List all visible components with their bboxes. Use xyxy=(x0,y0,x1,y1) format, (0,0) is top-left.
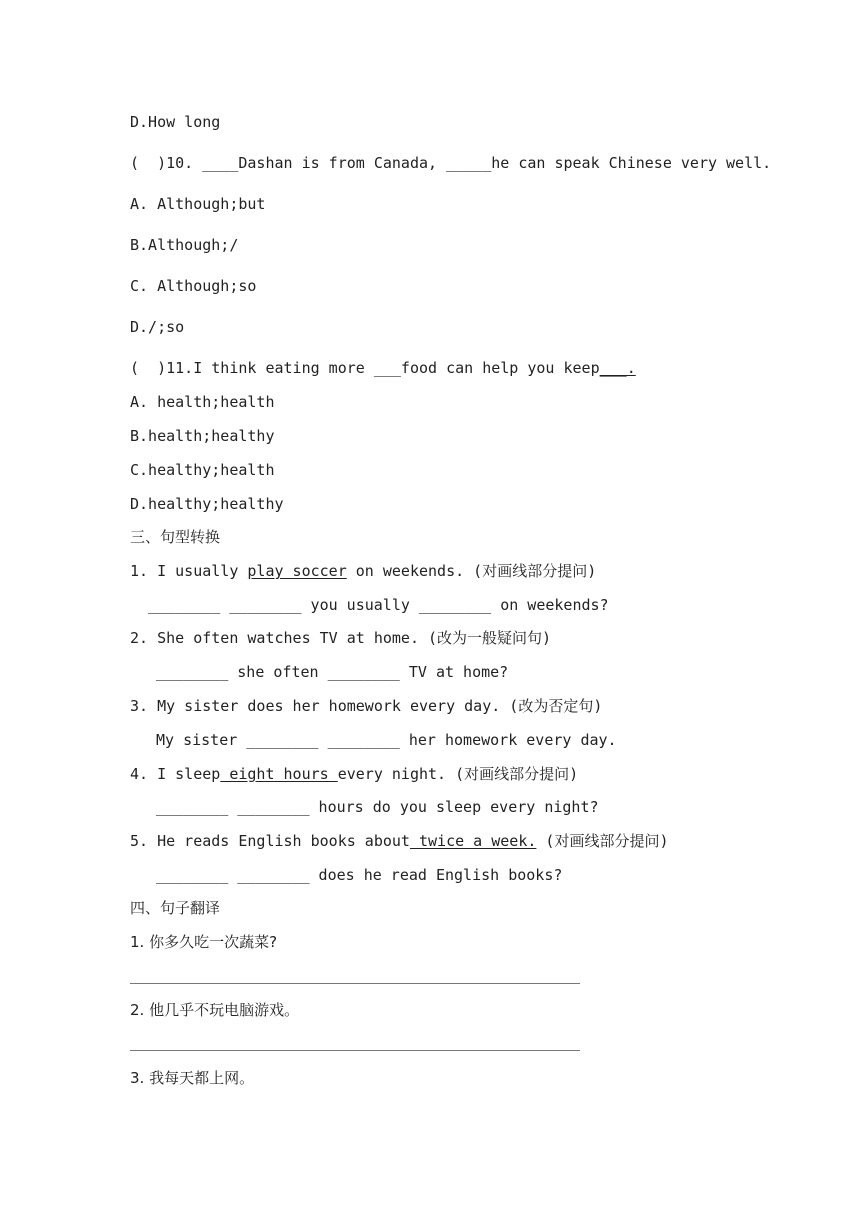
s3-item-4-post: every night. (对画线部分提问) xyxy=(337,765,579,783)
s3-item-5-answer: ________ ________ does he read English books? xyxy=(156,866,563,884)
s3-item-2: 2. She often watches TV at home. (改为一般疑问句) xyxy=(130,629,552,647)
q10-stem: ( )10. ____Dashan is from Canada, _____he can speak Chinese very well. xyxy=(130,154,772,172)
s3-item-5-underlined: twice a week. xyxy=(409,832,537,850)
q11-stem xyxy=(130,358,636,378)
q9-option-d: D.How long xyxy=(130,113,221,131)
q11-option-b: B.health;healthy xyxy=(130,427,275,445)
q11-stem-text: ( )11.I think eating more ___food can help you keep xyxy=(130,359,600,377)
s4-item-1-answer-line xyxy=(130,983,580,984)
s3-item-5-post: (对画线部分提问) xyxy=(536,832,669,850)
q11-option-d: D.healthy;healthy xyxy=(130,495,284,513)
s3-item-1-post: on weekends. (对画线部分提问) xyxy=(346,562,597,580)
s3-item-4-pre: 4. I sleep xyxy=(130,765,221,783)
s3-item-3-answer: My sister ________ ________ her homework every day. xyxy=(156,731,617,749)
s3-item-3: 3. My sister does her homework every day. (改为否定句) xyxy=(130,697,603,715)
section4-title: 四、句子翻译 xyxy=(130,899,221,917)
s4-item-2-answer-line xyxy=(130,1050,580,1051)
q11-stem-blank: ___. xyxy=(599,359,636,377)
s3-item-2-answer: ________ she often ________ TV at home? xyxy=(156,663,509,681)
s3-item-4-underlined: eight hours xyxy=(220,765,338,783)
q11-option-c: C.healthy;health xyxy=(130,461,275,479)
section3-title: 三、句型转换 xyxy=(130,528,221,546)
s4-item-3: 3. 我每天都上网。 xyxy=(130,1069,255,1087)
q10-option-b: B.Although;/ xyxy=(130,236,239,254)
q10-option-c: C. Although;so xyxy=(130,277,257,295)
s3-item-5 xyxy=(130,831,669,851)
q10-option-d: D./;so xyxy=(130,318,185,336)
q11-option-a: A. health;health xyxy=(130,393,275,411)
s3-item-4-answer: ________ ________ hours do you sleep every night? xyxy=(156,798,599,816)
s4-item-2: 2. 他几乎不玩电脑游戏。 xyxy=(130,1001,300,1019)
s4-item-1: 1. 你多久吃一次蔬菜? xyxy=(130,933,278,951)
q10-option-a: A. Although;but xyxy=(130,195,266,213)
s3-item-1 xyxy=(130,561,596,581)
s3-item-5-pre: 5. He reads English books about xyxy=(130,832,410,850)
s3-item-1-underlined: play soccer xyxy=(247,562,347,580)
s3-item-1-answer: ________ ________ you usually ________ on weekends? xyxy=(148,596,609,614)
s3-item-4 xyxy=(130,764,578,784)
s3-item-1-pre: 1. I usually xyxy=(130,562,248,580)
